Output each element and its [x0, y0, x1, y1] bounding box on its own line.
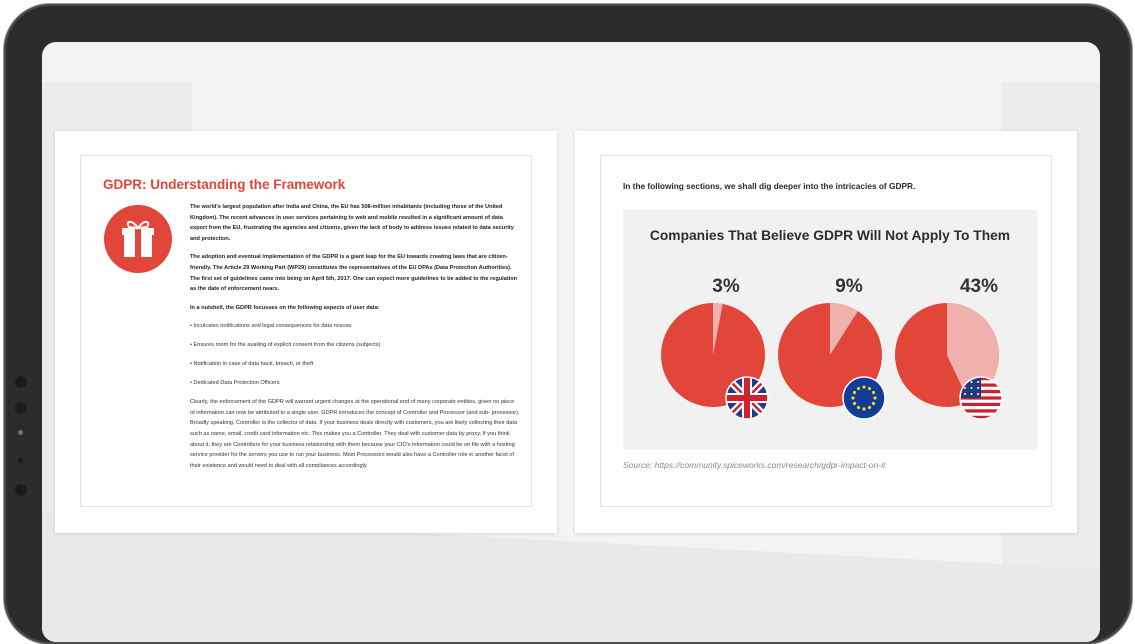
- page-title: GDPR: Understanding the Framework: [103, 177, 346, 192]
- gift-icon: [104, 205, 172, 273]
- article-body: [190, 202, 520, 479]
- pie-label: 43%: [959, 276, 999, 297]
- pie-chart-panel: [623, 210, 1037, 450]
- uk-flag-icon: [726, 377, 768, 419]
- bullet-item: • Inculcates notifications and legal consequences for data misuse: [190, 323, 352, 330]
- paragraph: Clearly, the enforcement of the GDPR will warrant urgent changes at the operational end of many corporate entities, given no piece of information can now be attributed to a single user. GDPR introduces the concept of Controller and Processor (and sub- processor). Broadly speaking, Controller is the collector of data. If your business deals directly with customers, you are likely collecting their data such as name, email, credit card information etc. This makes you a Controller. They deal with customer data by proxy. If you think about it, they are Controllers for your business relationship with them because your CIO's information could be on file with a hosting service provider for the servers you use to run your business. Most Processors would also have a Controller role in another facet of their existence and would need to deal with all compliances accordingly.: [190, 399, 520, 469]
- pie-label: 3%: [712, 276, 740, 297]
- left-page: [55, 131, 557, 533]
- bullet-item: • Notification in case of data hack, breach, or theft: [190, 361, 314, 368]
- paragraph: In a nutshell, the GDPR focusses on the following aspects of user data:: [190, 304, 380, 311]
- bullet-item: • Dedicated Data Protection Officers: [190, 380, 280, 387]
- intro-text: In the following sections, we shall dig deeper into the intricacies of GDPR.: [623, 181, 916, 191]
- eu-flag-icon: [843, 377, 885, 419]
- side-button: [15, 484, 27, 496]
- side-button: [15, 376, 27, 388]
- right-page-frame: [600, 155, 1052, 507]
- source-citation: Source: https://community.spiceworks.com/research/gdpr-impact-on-it: [623, 460, 886, 470]
- right-page: [575, 131, 1077, 533]
- camera-dot: [18, 430, 23, 435]
- pie-charts: [623, 210, 1037, 450]
- left-page-frame: [80, 155, 532, 507]
- paragraph: The adoption and eventual implementation of the GDPR is a giant leap for the EU towards creating laws that are citizen-friendly. The Article 29 Working Part (WP29) constitutes the representatives of the EU DPAs (Data Protection Authorities). The first set of guidelines came into being on April 5th, 2017. One can expect more guidelines to be added to the regulation as the date of enforcement nears.: [190, 254, 518, 293]
- chart-title: Companies That Believe GDPR Will Not Apply To Them: [649, 228, 1011, 243]
- paragraph: The world's largest population after India and China, the EU has 508-million inhabitants (including those of the United Kingdom). The recent advances in user services pertaining to web and mobile resulted in a significant amount of data export from the EU, frustrating the agencies and citizens, given the lack of body to address issues related to data security and protection.: [190, 204, 514, 242]
- side-button: [15, 402, 27, 414]
- us-flag-icon: [960, 377, 1002, 419]
- bullet-item: • Ensures room for the availing of explicit consent from the citizens (subjects): [190, 342, 381, 349]
- pie-label: 9%: [835, 276, 863, 297]
- sensor-dot: [18, 458, 23, 463]
